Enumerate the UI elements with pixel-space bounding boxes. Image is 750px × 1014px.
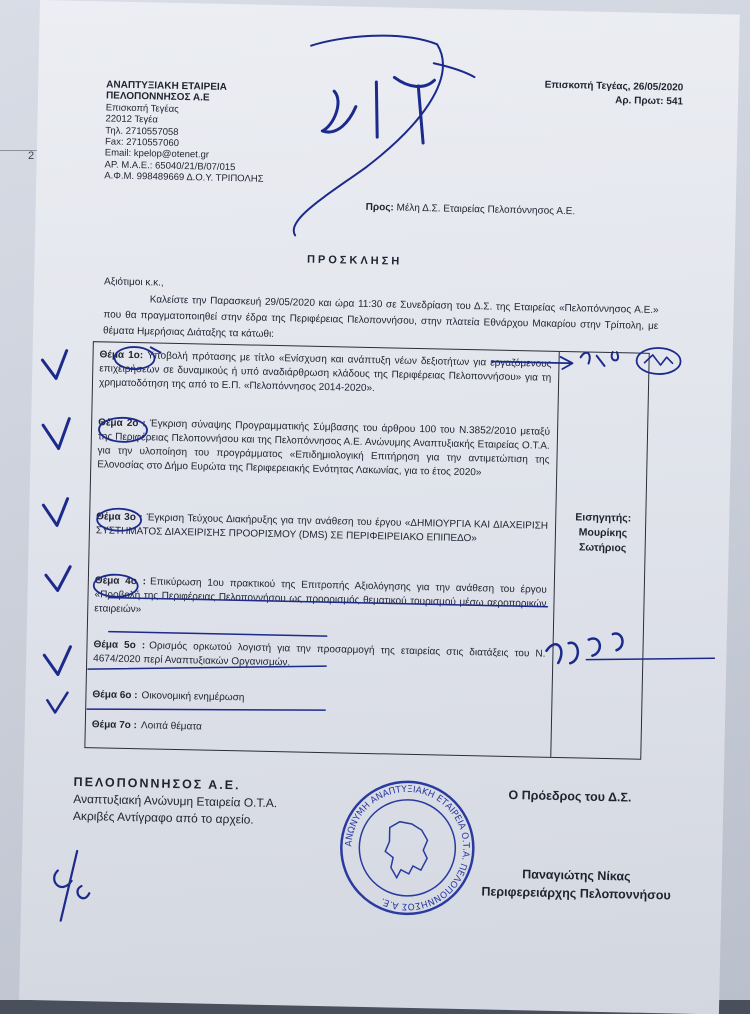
- agenda-item-3: [96, 510, 548, 547]
- agenda-item-text: Ορισμός ορκωτού λογιστή για την προσαρμογή της εταιρείας στις διατάξεις του Ν. 4674/2020 περί Αναπτυξιακών Οργανισμών.: [93, 640, 546, 669]
- president-block: [481, 864, 671, 904]
- sender-name-line2: ΠΕΛΟΠΟΝΝΗΣΟΣ Α.Ε: [105, 90, 210, 104]
- agenda-item-text: Επικύρωση 1ου πρακτικού της Επιτροπής Αξιολόγησης για την ανάθεση του έργου «Προβολή της Περιφέρειας Πελοποννήσου ως προορισμός θεματικού τουρισμού μέσω αεροπορικών εταιρειών»: [94, 576, 547, 616]
- place-date: Επισκοπή Τεγέας, 26/05/2020: [544, 79, 684, 94]
- page-title: ΠΡΟΣΚΛΗΣΗ: [306, 253, 403, 268]
- sender-fax: Fax: 2710557060: [104, 136, 180, 149]
- agenda-item-label: Θέμα 7ο :: [91, 719, 138, 732]
- rapporteur-label: Εισηγητής:: [575, 511, 632, 525]
- agenda-item-label: Θέμα 5ο :: [93, 639, 146, 652]
- sender-registry: ΑΡ. Μ.Α.Ε.: 65040/21/Β/07/015: [104, 159, 236, 173]
- rapporteur: [562, 510, 643, 557]
- recipient-value: Μέλη Δ.Σ. Εταιρείας Πελοπόννησος Α.Ε.: [396, 202, 576, 218]
- invitation-body: Καλείστε την Παρασκευή 29/05/2020 και ώρα 11:30 σε Συνεδρίαση του Δ.Σ. της Εταιρείας «Πελοπόννησος Α.Ε.» που θα πραγματοποιηθεί στην έδρα της Περιφέρειας Πελοποννήσου, στην πλατεία Εθνάρχου Μακαρίου στην Τρίπολη, με θέματα Ημερήσιας Διάταξης τα κάτωθι:: [102, 294, 659, 340]
- sender-name-line1: ΑΝΑΠΤΥΞΙΑΚΗ ΕΤΑΙΡΕΙΑ: [106, 79, 228, 93]
- agenda-item-text: Έγκριση σύναψης Προγραμματικής Σύμβασης του άρθρου 100 του Ν.3852/2010 μεταξύ της Περιφέρειας Πελοποννήσου και της Πελοπόννησος Α.Ε. Ανώνυμης Αναπτυξιακής Εταιρείας Ο.Τ.Α. για την υλοποίηση του προγράμματος «Επιδημιολογική Επιτήρηση για την αντιμετώπιση της Ελονοσίας στο Δήμο Ευρώτα της Περιφερειακής Ενότητας Λακωνίας, για το έτος 2020»: [97, 418, 551, 479]
- agenda-item-5: [93, 638, 545, 675]
- recipient: [366, 202, 576, 217]
- agenda-item-6: [92, 688, 544, 711]
- company-stamp: [336, 776, 479, 919]
- agenda-item-label: Θέμα 6ο :: [92, 689, 138, 702]
- salutation: Αξιότιμοι κ.κ.,: [103, 276, 164, 289]
- signature-left: [73, 774, 278, 829]
- agenda-item-label: Θέμα 1ο:: [99, 349, 144, 362]
- agenda-item-7: [92, 718, 544, 741]
- agenda-item-text: Λοιπά θέματα: [140, 720, 202, 733]
- document-page: [19, 0, 740, 1014]
- agenda-item-label: Θέμα 2ο :: [98, 417, 146, 430]
- signature-org: ΠΕΛΟΠΟΝΝΗΣΟΣ Α.Ε.: [73, 774, 241, 793]
- rapporteur-column: [550, 352, 559, 757]
- signature-line2: Αναπτυξιακή Ανώνυμη Εταιρεία Ο.Τ.Α.: [73, 791, 278, 811]
- signature-line3: Ακριβές Αντίγραφο από το αρχείο.: [72, 808, 254, 827]
- sender-tax: Α.Φ.Μ. 998489669 Δ.Ο.Υ. ΤΡΙΠΟΛΗΣ: [104, 170, 264, 185]
- sender-postcode: 22012 Τεγέα: [105, 113, 158, 126]
- agenda-item-label: Θέμα 3ο :: [96, 511, 143, 524]
- president-name: Παναγιώτης Νίκας: [522, 867, 631, 884]
- president-role: Ο Πρόεδρος του Δ.Σ.: [508, 787, 632, 805]
- agenda-item-4: [94, 574, 547, 625]
- svg-text:ΑΝΩΝΥΜΗ ΑΝΑΠΤΥΞΙΑΚΗ ΕΤΑΙΡΕΙΑ Ο: [343, 784, 472, 913]
- agenda-item-text: Έγκριση Τεύχους Διακήρυξης για την ανάθεση του έργου «ΔΗΜΙΟΥΡΓΙΑ ΚΑΙ ΔΙΑΧΕΙΡΙΣΗ ΣΥΣΤΗΜΑΤΟΣ ΔΙΑΧΕΙΡΙΣΗΣ ΠΡΟΟΡΙΣΜΟΥ (DMS) ΣΕ ΠΕΡΙΦΕΙΡΕΙΑΚΟ ΕΠΙΠΕΔΟ»: [95, 512, 549, 545]
- agenda-item-2: [97, 416, 550, 481]
- rapporteur-name: Μουρίκης Σωτήριος: [578, 526, 628, 555]
- stamp-text: ΑΝΩΝΥΜΗ ΑΝΑΠΤΥΞΙΑΚΗ ΕΤΑΙΡΕΙΑ Ο.Τ.Α. ΠΕΛΟΠΟΝΝΗΣΟΣ Α.Ε.: [344, 784, 471, 911]
- agenda-item-text: Οικονομική ενημέρωση: [141, 690, 245, 704]
- sender-block: [104, 79, 265, 185]
- agenda-table: [84, 341, 649, 760]
- agenda-item-1: [99, 348, 552, 399]
- sender-city: Επισκοπή Τεγέας: [105, 102, 179, 115]
- sender-phone: Τηλ. 2710557058: [105, 125, 179, 138]
- doc-meta: [483, 77, 684, 109]
- recipient-label: Προς:: [365, 201, 394, 214]
- president-title: Περιφερειάρχης Πελοποννήσου: [481, 884, 671, 903]
- protocol-number: Αρ. Πρωτ: 541: [615, 95, 684, 108]
- agenda-item-text: Υποβολή πρότασης με τίτλο «Ενίσχυση και ανάπτυξη νέων δεξιοτήτων για εργαζόμενους επιχειρήσεων σε δυναμικούς ή υπό αναδιάρθρωση κλάδους της Περιφέρειας Πελοποννήσου» για τη χρηματοδότηση της από το Ε.Π. «Πελοπόννησος 2014-2020».: [98, 350, 552, 395]
- page-number: 2: [28, 150, 35, 162]
- agenda-item-label: Θέμα 4ο :: [94, 575, 147, 588]
- sender-email: Email: kpelop@otenet.gr: [104, 147, 210, 162]
